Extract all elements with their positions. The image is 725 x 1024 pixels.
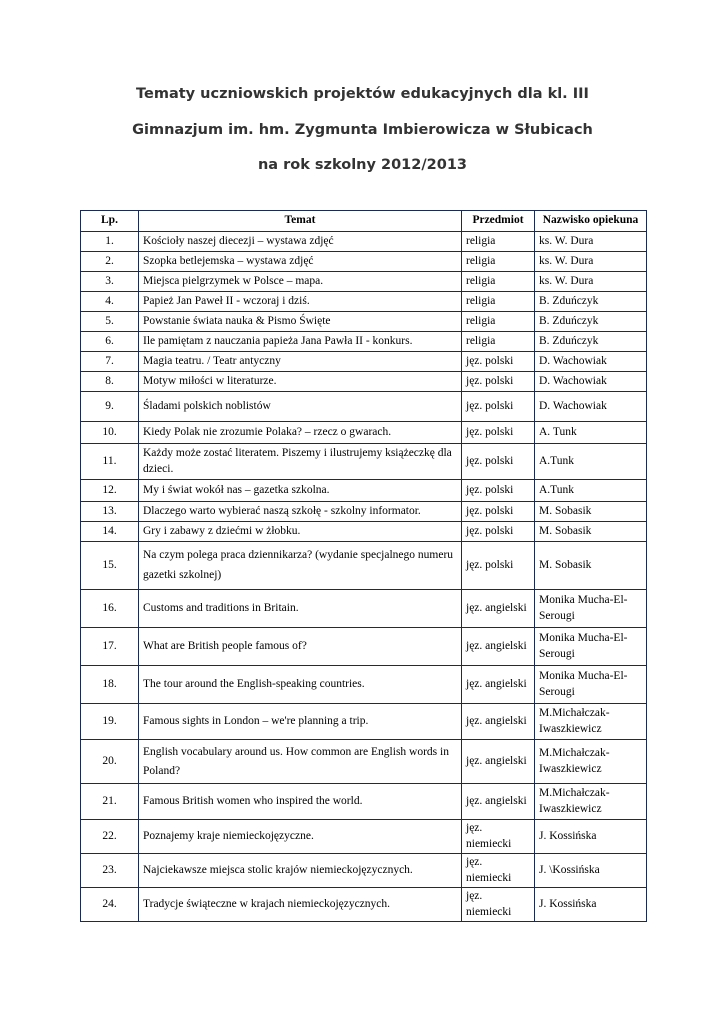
row-temat: Kościoły naszej diecezji – wystawa zdjęć <box>139 232 462 252</box>
table-row <box>81 312 647 332</box>
row-temat: Kiedy Polak nie zrozumie Polaka? – rzecz o gwarach. <box>139 422 462 444</box>
table-row <box>81 352 647 372</box>
table-row <box>81 422 647 444</box>
row-przedmiot: jęz. polski <box>462 352 535 372</box>
row-opiekun: M.Michałczak-Iwaszkiewicz <box>535 740 647 784</box>
row-opiekun: ks. W. Dura <box>535 232 647 252</box>
table-row <box>81 392 647 422</box>
table-row <box>81 332 647 352</box>
row-przedmiot: jęz. angielski <box>462 704 535 740</box>
row-przedmiot: jęz. polski <box>462 480 535 502</box>
row-opiekun: Monika Mucha-El-Serougi <box>535 666 647 704</box>
row-temat: Customs and traditions in Britain. <box>139 590 462 628</box>
column-header-temat: Temat <box>139 211 462 232</box>
row-opiekun: M.Michałczak-Iwaszkiewicz <box>535 784 647 820</box>
row-lp: 5. <box>81 312 139 332</box>
table-row <box>81 704 647 740</box>
row-opiekun: A.Tunk <box>535 444 647 480</box>
row-przedmiot: jęz. angielski <box>462 590 535 628</box>
row-temat: Magia teatru. / Teatr antyczny <box>139 352 462 372</box>
row-lp: 12. <box>81 480 139 502</box>
row-temat: The tour around the English-speaking countries. <box>139 666 462 704</box>
row-opiekun: J. Kossińska <box>535 888 647 922</box>
row-opiekun: ks. W. Dura <box>535 252 647 272</box>
row-przedmiot: religia <box>462 292 535 312</box>
row-lp: 23. <box>81 854 139 888</box>
row-opiekun: D. Wachowiak <box>535 392 647 422</box>
row-lp: 8. <box>81 372 139 392</box>
row-opiekun: ks. W. Dura <box>535 272 647 292</box>
row-przedmiot: religia <box>462 332 535 352</box>
row-przedmiot: jęz. niemiecki <box>462 820 535 854</box>
projects-table <box>80 210 647 922</box>
table-row <box>81 522 647 542</box>
table-row <box>81 444 647 480</box>
row-temat: Dlaczego warto wybierać naszą szkołę - szkolny informator. <box>139 502 462 522</box>
table-row <box>81 272 647 292</box>
table-row <box>81 854 647 888</box>
row-opiekun: J. Kossińska <box>535 820 647 854</box>
row-temat: My i świat wokół nas – gazetka szkolna. <box>139 480 462 502</box>
row-opiekun: M. Sobasik <box>535 502 647 522</box>
row-przedmiot: jęz. angielski <box>462 628 535 666</box>
table-row <box>81 292 647 312</box>
row-lp: 18. <box>81 666 139 704</box>
table-row <box>81 502 647 522</box>
row-lp: 11. <box>81 444 139 480</box>
row-lp: 21. <box>81 784 139 820</box>
table-row <box>81 628 647 666</box>
row-opiekun: B. Zduńczyk <box>535 292 647 312</box>
row-temat: Famous sights in London – we're planning a trip. <box>139 704 462 740</box>
row-lp: 16. <box>81 590 139 628</box>
row-lp: 7. <box>81 352 139 372</box>
school-year: na rok szkolny 2012/2013 <box>257 157 468 173</box>
row-opiekun: D. Wachowiak <box>535 372 647 392</box>
row-temat: What are British people famous of? <box>139 628 462 666</box>
row-temat: Powstanie świata nauka & Pismo Święte <box>139 312 462 332</box>
row-przedmiot: jęz. angielski <box>462 784 535 820</box>
row-przedmiot: religia <box>462 272 535 292</box>
row-temat: Poznajemy kraje niemieckojęzyczne. <box>139 820 462 854</box>
table-row <box>81 820 647 854</box>
row-lp: 19. <box>81 704 139 740</box>
row-lp: 24. <box>81 888 139 922</box>
row-lp: 3. <box>81 272 139 292</box>
row-opiekun: A. Tunk <box>535 422 647 444</box>
row-temat: Papież Jan Paweł II - wczoraj i dziś. <box>139 292 462 312</box>
row-lp: 17. <box>81 628 139 666</box>
table-row <box>81 480 647 502</box>
row-opiekun: A.Tunk <box>535 480 647 502</box>
row-opiekun: D. Wachowiak <box>535 352 647 372</box>
row-opiekun: M. Sobasik <box>535 542 647 590</box>
row-lp: 4. <box>81 292 139 312</box>
table-header-row <box>81 211 647 232</box>
row-temat: Motyw miłości w literaturze. <box>139 372 462 392</box>
row-opiekun: M. Sobasik <box>535 522 647 542</box>
row-opiekun: B. Zduńczyk <box>535 312 647 332</box>
row-opiekun: B. Zduńczyk <box>535 332 647 352</box>
row-przedmiot: jęz. polski <box>462 372 535 392</box>
row-przedmiot: religia <box>462 232 535 252</box>
table-row <box>81 590 647 628</box>
table-row <box>81 888 647 922</box>
row-temat: Szopka betlejemska – wystawa zdjęć <box>139 252 462 272</box>
row-temat: Famous British women who inspired the world. <box>139 784 462 820</box>
row-opiekun: Monika Mucha-El-Serougi <box>535 628 647 666</box>
row-lp: 22. <box>81 820 139 854</box>
column-header-przedmiot: Przedmiot <box>462 211 535 232</box>
row-temat: Gry i zabawy z dziećmi w żłobku. <box>139 522 462 542</box>
column-header-opiekun: Nazwisko opiekuna <box>535 211 647 232</box>
row-temat: Najciekawsze miejsca stolic krajów niemieckojęzycznych. <box>139 854 462 888</box>
page-title: Tematy uczniowskich projektów edukacyjnych dla kl. III <box>136 86 589 102</box>
table-row <box>81 784 647 820</box>
table-row <box>81 666 647 704</box>
row-lp: 6. <box>81 332 139 352</box>
row-przedmiot: jęz. polski <box>462 542 535 590</box>
row-temat: Śladami polskich noblistów <box>139 392 462 422</box>
row-temat: Tradycje świąteczne w krajach niemieckojęzycznych. <box>139 888 462 922</box>
row-przedmiot: jęz. polski <box>462 502 535 522</box>
row-temat: Ile pamiętam z nauczania papieża Jana Pawła II - konkurs. <box>139 332 462 352</box>
table-row <box>81 372 647 392</box>
row-temat: Każdy może zostać literatem. Piszemy i ilustrujemy książeczkę dla dzieci. <box>139 444 462 480</box>
row-temat: Miejsca pielgrzymek w Polsce – mapa. <box>139 272 462 292</box>
row-lp: 15. <box>81 542 139 590</box>
row-przedmiot: jęz. niemiecki <box>462 888 535 922</box>
row-opiekun: M.Michałczak-Iwaszkiewicz <box>535 704 647 740</box>
row-opiekun: J. \Kossińska <box>535 854 647 888</box>
row-temat: Na czym polega praca dziennikarza? (wydanie specjalnego numeru gazetki szkolnej) <box>139 542 462 590</box>
row-lp: 1. <box>81 232 139 252</box>
table-row <box>81 252 647 272</box>
row-przedmiot: jęz. niemiecki <box>462 854 535 888</box>
row-przedmiot: jęz. angielski <box>462 666 535 704</box>
row-temat: English vocabulary around us. How common are English words in Poland? <box>139 740 462 784</box>
row-opiekun: Monika Mucha-El-Serougi <box>535 590 647 628</box>
row-przedmiot: religia <box>462 252 535 272</box>
table-row <box>81 740 647 784</box>
row-przedmiot: jęz. polski <box>462 392 535 422</box>
row-przedmiot: jęz. polski <box>462 422 535 444</box>
row-przedmiot: jęz. polski <box>462 444 535 480</box>
column-header-lp: Lp. <box>81 211 139 232</box>
row-lp: 9. <box>81 392 139 422</box>
row-lp: 10. <box>81 422 139 444</box>
row-lp: 2. <box>81 252 139 272</box>
row-lp: 13. <box>81 502 139 522</box>
table-row <box>81 232 647 252</box>
school-name: Gimnazjum im. hm. Zygmunta Imbierowicza w Słubicach <box>132 122 593 138</box>
row-lp: 20. <box>81 740 139 784</box>
row-przedmiot: jęz. polski <box>462 522 535 542</box>
table-row <box>81 542 647 590</box>
row-przedmiot: religia <box>462 312 535 332</box>
row-przedmiot: jęz. angielski <box>462 740 535 784</box>
row-lp: 14. <box>81 522 139 542</box>
